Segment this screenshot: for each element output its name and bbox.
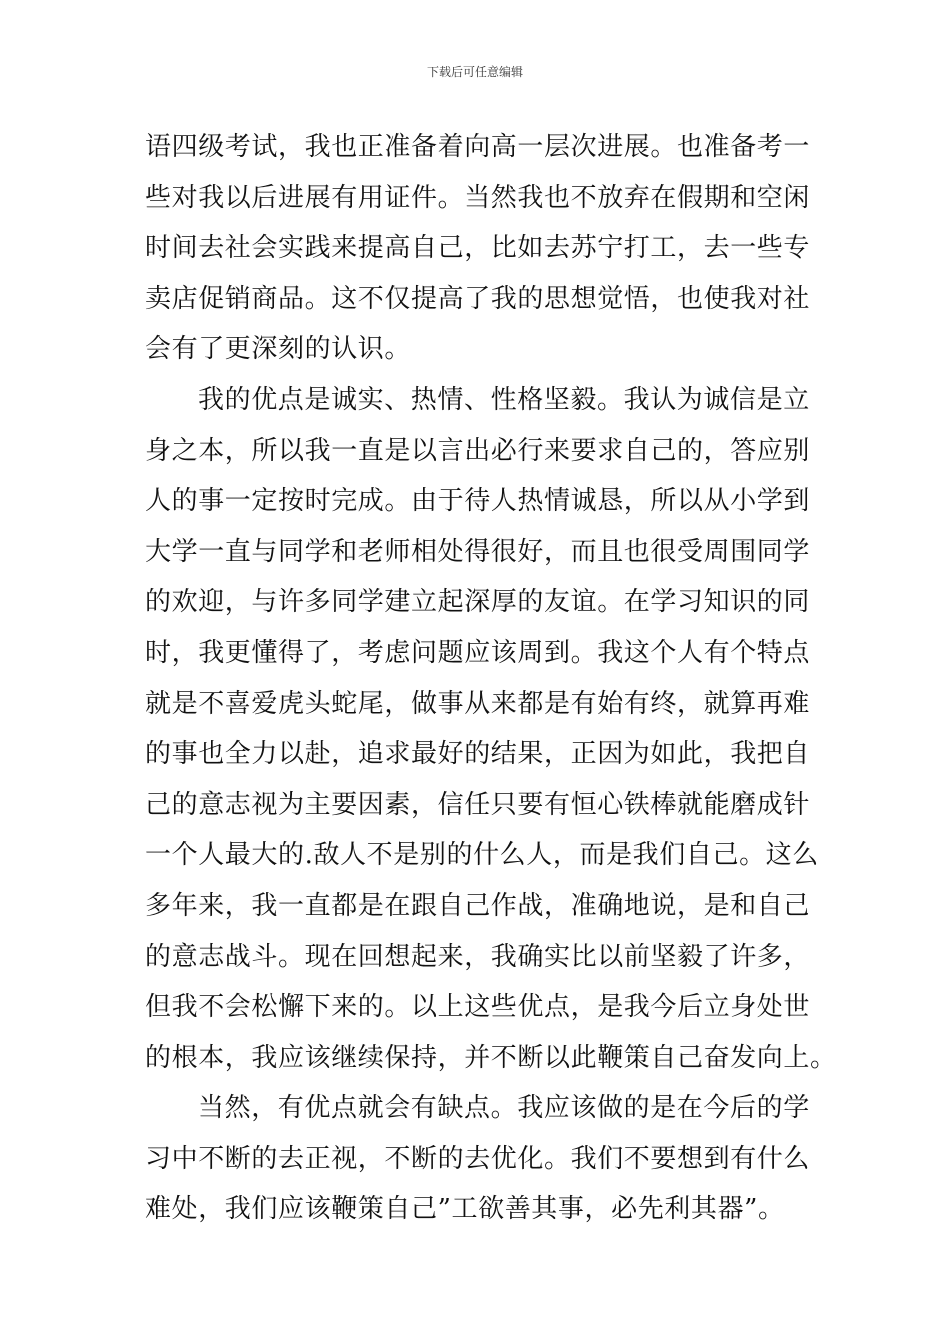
paragraph-first-line: 我的优点是诚实、热情、性格坚毅。我认为诚信是立 [198, 384, 810, 415]
text-line: 一个人最大的.敌人不是别的什么人，而是我们自己。这么 [145, 840, 819, 871]
text-line: 的事也全力以赴，追求最好的结果，正因为如此，我把自 [145, 739, 811, 770]
text-line: 难处，我们应该鞭策自己”工欲善其事，必先利其器”。 [145, 1194, 785, 1225]
text-line: 会有了更深刻的认识。 [145, 334, 412, 365]
paragraph-first-line: 当然，有优点就会有缺点。我应该做的是在今后的学 [198, 1093, 810, 1124]
text-line: 的意志战斗。现在回想起来，我确实比以前坚毅了许多， [145, 941, 811, 972]
text-line: 大学一直与同学和老师相处得很好，而且也很受周围同学 [145, 536, 811, 567]
text-line: 人的事一定按时完成。由于待人热情诚恳，所以从小学到 [145, 486, 811, 517]
text-line: 就是不喜爱虎头蛇尾，做事从来都是有始有终，就算再难 [145, 688, 811, 719]
text-line: 卖店促销商品。这不仅提高了我的思想觉悟，也使我对社 [145, 283, 811, 314]
text-line: 的欢迎，与许多同学建立起深厚的友谊。在学习知识的同 [145, 587, 811, 618]
text-line: 习中不断的去正视，不断的去优化。我们不要想到有什么 [145, 1143, 811, 1174]
text-line: 时间去社会实践来提高自己，比如去苏宁打工，去一些专 [145, 233, 811, 264]
text-line: 但我不会松懈下来的。以上这些优点，是我今后立身处世 [145, 992, 811, 1023]
text-line: 些对我以后进展有用证件。当然我也不放弃在假期和空闲 [145, 182, 811, 213]
text-line: 己的意志视为主要因素，信任只要有恒心铁棒就能磨成针 [145, 789, 811, 820]
text-line: 语四级考试，我也正准备着向高一层次进展。也准备考一 [145, 132, 811, 162]
document-body [145, 122, 837, 1235]
text-line: 多年来，我一直都是在跟自己作战，准确地说，是和自己 [145, 890, 811, 921]
page-header: 下载后可任意编辑 [426, 65, 523, 79]
text-line: 的根本，我应该继续保持，并不断以此鞭策自己奋发向上。 [145, 1042, 837, 1073]
text-line: 时，我更懂得了，考虑问题应该周到。我这个人有个特点 [145, 637, 811, 668]
text-line: 身之本，所以我一直是以言出必行来要求自己的，答应别 [145, 435, 811, 466]
